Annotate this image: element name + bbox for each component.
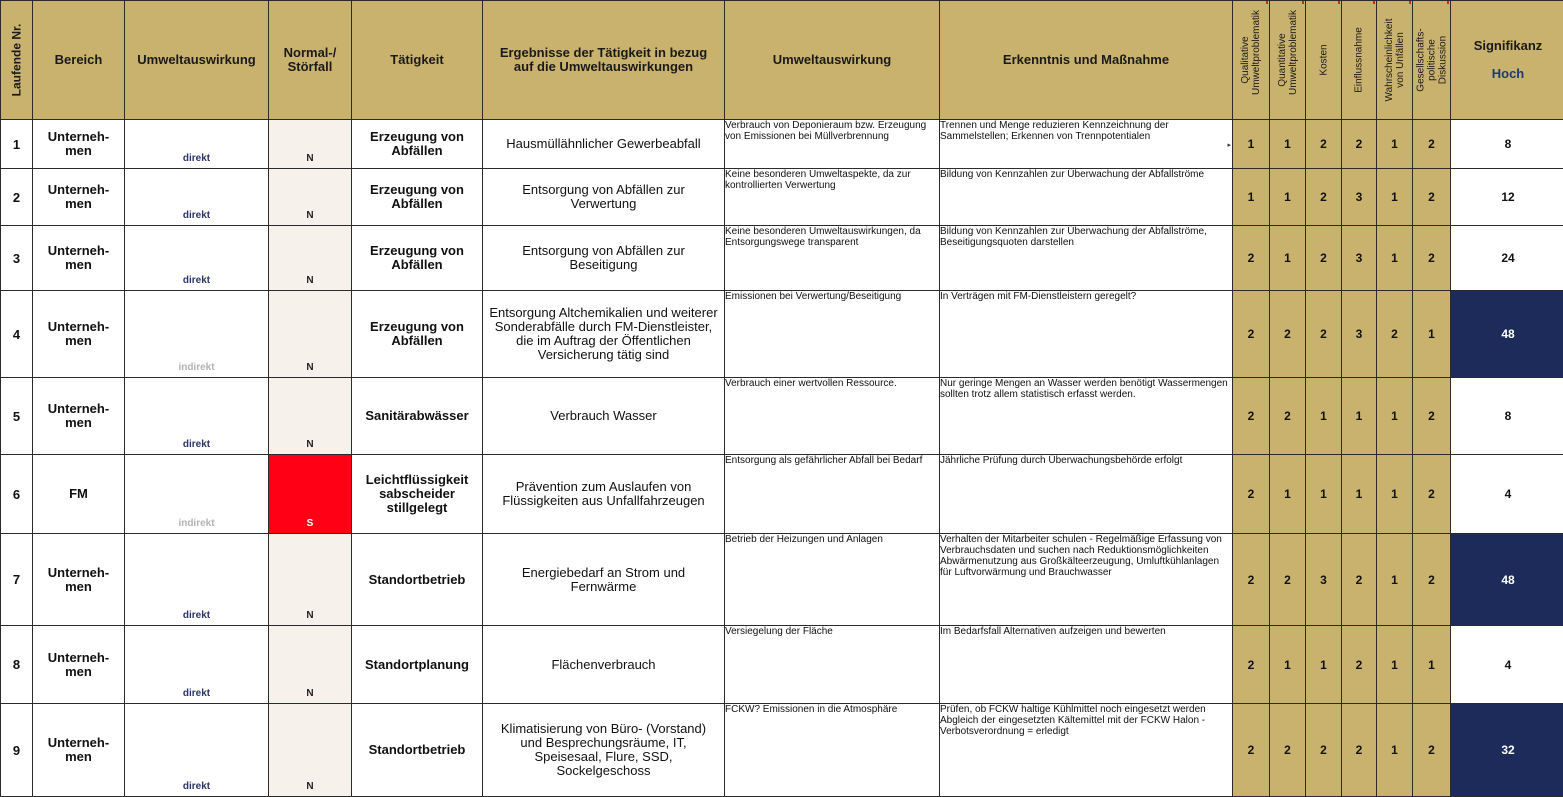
taetigkeit-text: Erzeugung von Abfällen <box>352 130 482 158</box>
umweltauswirkung-cell[interactable] <box>125 291 269 378</box>
score-qualitative[interactable]: 2 <box>1233 291 1270 378</box>
comment-marker <box>1409 1 1411 4</box>
table-row <box>1 226 1563 291</box>
table-row <box>1 169 1563 226</box>
comment-marker <box>1447 1 1449 4</box>
header-criterion-qualitative[interactable]: Qualitative Umweltproblematik <box>1233 1 1270 120</box>
score-kosten[interactable]: 3 <box>1306 534 1342 626</box>
score-gesellschaft[interactable]: 2 <box>1413 226 1451 291</box>
comment-marker <box>1266 1 1268 4</box>
normal-stoerfall-cell[interactable] <box>269 226 352 291</box>
massnahme-text: Jährliche Prüfung durch Überwachungsbehörde erfolgt <box>940 455 1182 466</box>
taetigkeit-text: Leichtflüssigkeit sabscheider stillgelegt <box>352 473 482 515</box>
massnahme-text: Nur geringe Mengen an Wasser werden benötigt Wassermengen sollten trotz allem statistisch erfasst werden. <box>940 378 1228 400</box>
score-quantitative[interactable]: 2 <box>1270 291 1306 378</box>
auswirkung-cell[interactable]: Keine besonderen Umweltauswirkungen, da Entsorgungswege transparent <box>725 226 940 291</box>
bereich-cell[interactable] <box>33 455 125 534</box>
ergebnis-cell[interactable] <box>483 534 725 626</box>
signifikanz-title: Signifikanz <box>1451 39 1563 53</box>
header-criterion-gesellschaft[interactable]: Gesellschafts- politische Diskussion <box>1413 1 1451 120</box>
taetigkeit-cell[interactable] <box>352 534 483 626</box>
massnahme-cell[interactable] <box>940 169 1233 226</box>
fall-label: N <box>269 781 351 792</box>
score-kosten[interactable]: 2 <box>1306 169 1342 226</box>
score-wahrscheinlichkeit[interactable]: 1 <box>1377 169 1413 226</box>
auswirkung-cell[interactable]: Betrieb der Heizungen und Anlagen <box>725 534 940 626</box>
score-gesellschaft[interactable]: 2 <box>1413 169 1451 226</box>
auswirkung-cell[interactable]: Keine besonderen Umweltaspekte, da zur kontrollierten Verwertung <box>725 169 940 226</box>
normal-stoerfall-cell[interactable] <box>269 169 352 226</box>
header-criterion-wahrscheinlichkeit[interactable]: Wahrscheinlichkeit von Unfällen <box>1377 1 1413 120</box>
score-einflussnahme[interactable]: 3 <box>1342 169 1377 226</box>
comment-marker <box>1338 1 1340 4</box>
bereich-text: Unterneh- men <box>44 320 114 348</box>
score-kosten[interactable]: 1 <box>1306 626 1342 704</box>
row-number[interactable]: 6 <box>1 455 33 534</box>
row-number[interactable]: 2 <box>1 169 33 226</box>
signifikanz-level: Hoch <box>1451 67 1563 81</box>
score-kosten[interactable]: 1 <box>1306 455 1342 534</box>
fall-label: N <box>269 275 351 286</box>
score-kosten[interactable]: 2 <box>1306 226 1342 291</box>
taetigkeit-text: Sanitärabwässer <box>352 409 482 423</box>
umweltauswirkung-cell[interactable] <box>125 455 269 534</box>
bereich-cell[interactable] <box>33 169 125 226</box>
ergebnis-text: Flächenverbrauch <box>483 658 724 672</box>
header-taetigkeit[interactable]: Tätigkeit <box>352 1 483 120</box>
wirkung-label: direkt <box>125 153 268 164</box>
umweltauswirkung-cell[interactable] <box>125 378 269 455</box>
wirkung-label: direkt <box>125 275 268 286</box>
ergebnis-text: Entsorgung von Abfällen zur Verwertung <box>483 183 724 211</box>
ergebnis-cell[interactable] <box>483 378 725 455</box>
signifikanz-cell[interactable]: 4 <box>1451 626 1563 704</box>
ergebnis-text: Prävention zum Auslaufen von Flüssigkeiten aus Unfallfahrzeugen <box>483 480 724 508</box>
taetigkeit-text: Standortbetrieb <box>352 743 482 757</box>
taetigkeit-cell[interactable] <box>352 455 483 534</box>
score-quantitative[interactable]: 2 <box>1270 378 1306 455</box>
normal-stoerfall-cell[interactable] <box>269 455 352 534</box>
normal-stoerfall-cell[interactable] <box>269 120 352 169</box>
normal-stoerfall-cell[interactable] <box>269 378 352 455</box>
score-qualitative[interactable]: 2 <box>1233 226 1270 291</box>
score-wahrscheinlichkeit[interactable]: 2 <box>1377 291 1413 378</box>
umweltauswirkung-cell[interactable] <box>125 226 269 291</box>
header-criterion-einflussnahme[interactable]: Einflussnahme <box>1342 1 1377 120</box>
massnahme-cell[interactable] <box>940 534 1233 626</box>
score-einflussnahme[interactable]: 3 <box>1342 291 1377 378</box>
taetigkeit-cell[interactable] <box>352 704 483 797</box>
row-number[interactable]: 7 <box>1 534 33 626</box>
signifikanz-cell[interactable]: 48 <box>1451 291 1563 378</box>
comment-marker <box>1373 1 1375 4</box>
auswirkung-cell[interactable]: Verbrauch einer wertvollen Ressource. <box>725 378 940 455</box>
row-number[interactable]: 4 <box>1 291 33 378</box>
normal-stoerfall-cell[interactable] <box>269 291 352 378</box>
normal-stoerfall-cell[interactable] <box>269 534 352 626</box>
header-row <box>1 1 1563 120</box>
row-number[interactable]: 3 <box>1 226 33 291</box>
score-quantitative[interactable]: 1 <box>1270 626 1306 704</box>
score-gesellschaft[interactable]: 2 <box>1413 120 1451 169</box>
score-qualitative[interactable]: 2 <box>1233 455 1270 534</box>
score-quantitative[interactable]: 1 <box>1270 169 1306 226</box>
ergebnis-text: Hausmüllähnlicher Gewerbeabfall <box>483 137 724 151</box>
bereich-text: Unterneh- men <box>44 566 114 594</box>
table-row <box>1 704 1563 797</box>
bereich-cell[interactable] <box>33 291 125 378</box>
table-row <box>1 455 1563 534</box>
bereich-text: Unterneh- men <box>44 130 114 158</box>
taetigkeit-text: Erzeugung von Abfällen <box>352 244 482 272</box>
ergebnis-cell[interactable] <box>483 626 725 704</box>
overflow-arrow-icon: ▸ <box>1227 140 1231 151</box>
bereich-text: Unterneh- men <box>44 736 114 764</box>
header-criterion-kosten[interactable]: Kosten <box>1306 1 1342 120</box>
bereich-cell[interactable] <box>33 626 125 704</box>
bereich-cell[interactable] <box>33 704 125 797</box>
score-einflussnahme[interactable]: 2 <box>1342 704 1377 797</box>
fall-label: N <box>269 439 351 450</box>
score-einflussnahme[interactable]: 1 <box>1342 455 1377 534</box>
massnahme-cell[interactable] <box>940 455 1233 534</box>
taetigkeit-text: Erzeugung von Abfällen <box>352 320 482 348</box>
massnahme-text: Trennen und Menge reduzieren Kennzeichnung der Sammelstellen; Erkennen von Trennpotentialen <box>940 120 1169 142</box>
table-row <box>1 120 1563 169</box>
score-wahrscheinlichkeit[interactable]: 1 <box>1377 626 1413 704</box>
header-umweltauswirkung-2[interactable]: Umweltauswirkung <box>725 1 940 120</box>
umweltauswirkung-cell[interactable] <box>125 120 269 169</box>
signifikanz-cell[interactable]: 8 <box>1451 120 1563 169</box>
fall-label: N <box>269 688 351 699</box>
score-wahrscheinlichkeit[interactable]: 1 <box>1377 455 1413 534</box>
table-body <box>1 120 1563 797</box>
ergebnis-text: Verbrauch Wasser <box>483 409 724 423</box>
score-gesellschaft[interactable]: 2 <box>1413 378 1451 455</box>
bereich-text: Unterneh- men <box>44 244 114 272</box>
header-umweltauswirkung[interactable]: Umweltauswirkung <box>125 1 269 120</box>
header-signifikanz[interactable] <box>1451 1 1563 120</box>
auswirkung-cell[interactable]: Emissionen bei Verwertung/Beseitigung <box>725 291 940 378</box>
header-nr[interactable]: Laufende Nr. <box>1 1 33 120</box>
wirkung-label: direkt <box>125 210 268 221</box>
fall-label: S <box>269 518 351 529</box>
row-number[interactable]: 9 <box>1 704 33 797</box>
score-gesellschaft[interactable]: 2 <box>1413 704 1451 797</box>
ergebnis-text: Energiebedarf an Strom und Fernwärme <box>483 566 724 594</box>
normal-stoerfall-cell[interactable] <box>269 626 352 704</box>
score-einflussnahme[interactable]: 3 <box>1342 226 1377 291</box>
massnahme-cell[interactable] <box>940 291 1233 378</box>
taetigkeit-text: Standortplanung <box>352 658 482 672</box>
umweltauswirkung-cell[interactable] <box>125 169 269 226</box>
taetigkeit-cell[interactable] <box>352 120 483 169</box>
score-qualitative[interactable]: 2 <box>1233 626 1270 704</box>
fall-label: N <box>269 362 351 373</box>
score-einflussnahme[interactable]: 2 <box>1342 626 1377 704</box>
ergebnis-cell[interactable] <box>483 455 725 534</box>
bereich-text: Unterneh- men <box>44 402 114 430</box>
fall-label: N <box>269 153 351 164</box>
taetigkeit-cell[interactable] <box>352 226 483 291</box>
wirkung-label: direkt <box>125 610 268 621</box>
signifikanz-cell[interactable]: 48 <box>1451 534 1563 626</box>
auswirkung-cell[interactable]: FCKW? Emissionen in die Atmosphäre <box>725 704 940 797</box>
wirkung-label: direkt <box>125 439 268 450</box>
score-wahrscheinlichkeit[interactable]: 1 <box>1377 534 1413 626</box>
umweltauswirkung-cell[interactable] <box>125 626 269 704</box>
signifikanz-cell[interactable]: 32 <box>1451 704 1563 797</box>
table-row <box>1 626 1563 704</box>
ergebnis-cell[interactable] <box>483 226 725 291</box>
massnahme-cell[interactable] <box>940 626 1233 704</box>
massnahme-text: Verhalten der Mitarbeiter schulen - Regelmäßige Erfassung von Verbrauchsdaten und suchen nach Reduktionsmöglichkeiten Abwärmenutzung aus Großkälteerzeugung, Umluftkühlanlagen für Luftvorwärmung und Brauchwasser <box>940 534 1222 578</box>
taetigkeit-cell[interactable] <box>352 291 483 378</box>
score-kosten[interactable]: 2 <box>1306 120 1342 169</box>
header-bereich[interactable]: Bereich <box>33 1 125 120</box>
signifikanz-cell[interactable]: 24 <box>1451 226 1563 291</box>
score-quantitative[interactable]: 2 <box>1270 704 1306 797</box>
signifikanz-cell[interactable]: 4 <box>1451 455 1563 534</box>
table-row <box>1 291 1563 378</box>
ergebnis-cell[interactable] <box>483 169 725 226</box>
taetigkeit-cell[interactable] <box>352 626 483 704</box>
wirkung-label: direkt <box>125 688 268 699</box>
score-qualitative[interactable]: 1 <box>1233 120 1270 169</box>
score-quantitative[interactable]: 1 <box>1270 455 1306 534</box>
bereich-text: FM <box>44 487 114 501</box>
score-wahrscheinlichkeit[interactable]: 1 <box>1377 704 1413 797</box>
signifikanz-cell[interactable]: 8 <box>1451 378 1563 455</box>
auswirkung-cell[interactable]: Entsorgung als gefährlicher Abfall bei Bedarf <box>725 455 940 534</box>
massnahme-text: Bildung von Kennzahlen zur Überwachung der Abfallströme, Beseitigungsquoten darstellen <box>940 226 1207 248</box>
score-gesellschaft[interactable]: 2 <box>1413 534 1451 626</box>
umweltauswirkung-cell[interactable] <box>125 534 269 626</box>
score-qualitative[interactable]: 2 <box>1233 704 1270 797</box>
score-gesellschaft[interactable]: 2 <box>1413 455 1451 534</box>
bereich-cell[interactable] <box>33 378 125 455</box>
massnahme-text: In Verträgen mit FM-Dienstleistern geregelt? <box>940 291 1136 302</box>
comment-marker <box>1302 1 1304 4</box>
ergebnis-text: Klimatisierung von Büro- (Vorstand) und Besprechungsräume, IT, Speisesaal, Flure, SSD, Sockelgeschoss <box>483 722 724 778</box>
row-number[interactable]: 5 <box>1 378 33 455</box>
massnahme-cell[interactable] <box>940 120 1233 169</box>
row-number[interactable]: 1 <box>1 120 33 169</box>
score-qualitative[interactable]: 2 <box>1233 534 1270 626</box>
header-ergebnisse[interactable]: Ergebnisse der Tätigkeit in bezug auf die Umweltauswirkungen <box>483 1 725 120</box>
score-kosten[interactable]: 2 <box>1306 704 1342 797</box>
bereich-text: Unterneh- men <box>44 183 114 211</box>
score-gesellschaft[interactable]: 1 <box>1413 291 1451 378</box>
taetigkeit-text: Erzeugung von Abfällen <box>352 183 482 211</box>
header-criterion-quantitative[interactable]: Quantitative Umweltproblematik <box>1270 1 1306 120</box>
score-quantitative[interactable]: 1 <box>1270 120 1306 169</box>
normal-stoerfall-cell[interactable] <box>269 704 352 797</box>
taetigkeit-cell[interactable] <box>352 378 483 455</box>
score-wahrscheinlichkeit[interactable]: 1 <box>1377 226 1413 291</box>
auswirkung-cell[interactable]: Versiegelung der Fläche <box>725 626 940 704</box>
score-einflussnahme[interactable]: 2 <box>1342 120 1377 169</box>
bereich-cell[interactable] <box>33 120 125 169</box>
score-wahrscheinlichkeit[interactable]: 1 <box>1377 120 1413 169</box>
score-kosten[interactable]: 2 <box>1306 291 1342 378</box>
ergebnis-cell[interactable] <box>483 291 725 378</box>
ergebnis-cell[interactable] <box>483 704 725 797</box>
row-number[interactable]: 8 <box>1 626 33 704</box>
massnahme-text: Prüfen, ob FCKW haltige Kühlmittel noch eingesetzt werden Abgleich der eingesetzten Kältemittel mit der FCKW Halon - Verbotsverordnung = erledigt <box>940 704 1206 737</box>
score-qualitative[interactable]: 2 <box>1233 378 1270 455</box>
bereich-text: Unterneh- men <box>44 651 114 679</box>
header-erkenntnis[interactable]: Erkenntnis und Maßnahme <box>940 1 1233 120</box>
taetigkeit-cell[interactable] <box>352 169 483 226</box>
score-einflussnahme[interactable]: 1 <box>1342 378 1377 455</box>
ergebnis-text: Entsorgung von Abfällen zur Beseitigung <box>483 244 724 272</box>
header-normal-stoerfall[interactable]: Normal-/ Störfall <box>269 1 352 120</box>
fall-label: N <box>269 210 351 221</box>
table-row <box>1 534 1563 626</box>
score-wahrscheinlichkeit[interactable]: 1 <box>1377 378 1413 455</box>
fall-label: N <box>269 610 351 621</box>
taetigkeit-text: Standortbetrieb <box>352 573 482 587</box>
massnahme-text: Im Bedarfsfall Alternativen aufzeigen und bewerten <box>940 626 1166 637</box>
signifikanz-cell[interactable]: 12 <box>1451 169 1563 226</box>
bereich-cell[interactable] <box>33 534 125 626</box>
score-quantitative[interactable]: 2 <box>1270 534 1306 626</box>
massnahme-cell[interactable] <box>940 226 1233 291</box>
umweltauswirkung-cell[interactable] <box>125 704 269 797</box>
ergebnis-text: Entsorgung Altchemikalien und weiterer Sonderabfälle durch FM-Dienstleister, die im Auftrag der Öffentlichen Versicherung tätig sind <box>483 306 724 362</box>
massnahme-text: Bildung von Kennzahlen zur Überwachung der Abfallströme <box>940 169 1204 180</box>
massnahme-cell[interactable] <box>940 704 1233 797</box>
score-quantitative[interactable]: 1 <box>1270 226 1306 291</box>
wirkung-label: direkt <box>125 781 268 792</box>
score-qualitative[interactable]: 1 <box>1233 169 1270 226</box>
table-row <box>1 378 1563 455</box>
wirkung-label: indirekt <box>125 362 268 373</box>
score-einflussnahme[interactable]: 2 <box>1342 534 1377 626</box>
ergebnis-cell[interactable] <box>483 120 725 169</box>
bereich-cell[interactable] <box>33 226 125 291</box>
massnahme-cell[interactable] <box>940 378 1233 455</box>
score-kosten[interactable]: 1 <box>1306 378 1342 455</box>
auswirkung-cell[interactable]: Verbrauch von Deponieraum bzw. Erzeugung von Emissionen bei Müllverbrennung <box>725 120 940 169</box>
wirkung-label: indirekt <box>125 518 268 529</box>
score-gesellschaft[interactable]: 1 <box>1413 626 1451 704</box>
